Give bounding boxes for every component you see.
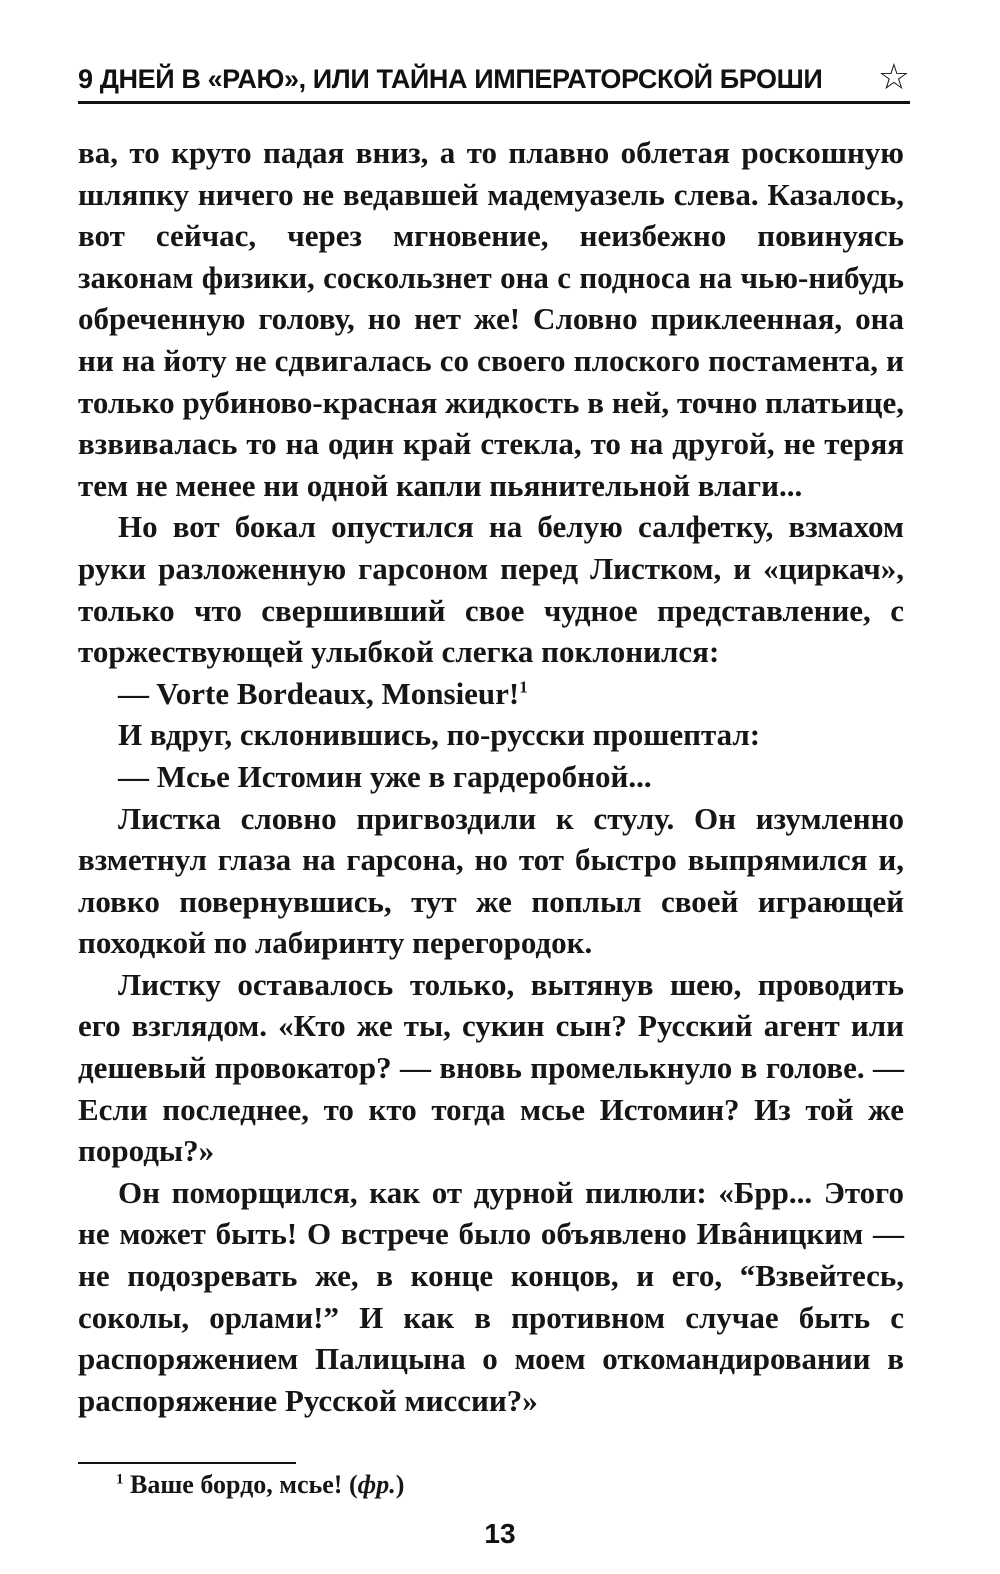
paragraph: Он поморщился, как от дурной пилюли: «Брр... Этого не может быть! О встрече было объявлено Ивâницким — не подозревать же, в конце концов, и его, “Взвейтесь, соколы, орлами!” И как в противном случае быть с распоряжением Палицына о моем откомандировании в распоряжение Русской миссии?»: [78, 1174, 904, 1418]
footnote-language: фр.: [357, 1470, 396, 1499]
paragraph: ва, то круто падая вниз, а то плавно облетая роскошную шляпку ничего не ведавшей мадемуазель слева. Казалось, вот сейчас, через мгновение, неизбежно повинуясь законам физики, соскользнет она с подноса на чью-нибудь обреченную голову, но нет же! Словно приклеенная, она ни на йоту не сдвигалась со своего плоского постамента, и только рубиново-красная жидкость в ней, точно платьице, взвивалась то на один край стекла, то на другой, не теряя тем не менее ни одной капли пьянительной влаги...: [78, 135, 904, 503]
dialogue-text: — Vorte Bordeaux, Monsieur!: [118, 675, 520, 711]
page-number: 13: [484, 1518, 516, 1549]
running-header: [78, 58, 910, 106]
footnote-text: Ваше бордо, мсье! (: [130, 1470, 358, 1499]
running-header-title: 9 ДНЕЙ В «РАЮ», ИЛИ ТАЙНА ИМПЕРАТОРСКОЙ БРОШИ: [78, 64, 823, 94]
star-icon: ☆: [877, 57, 910, 98]
footnote-close: ): [395, 1470, 405, 1499]
body-text: [78, 132, 904, 1421]
paragraph: Листку оставалось только, вытянув шею, проводить его взглядом. «Кто же ты, сукин сын? Русский агент или дешевый провокатор? — вновь промелькнуло в голове. — Если последнее, то кто тогда мсье Истомин? Из той же породы?»: [78, 966, 904, 1169]
footnote: [116, 1470, 404, 1500]
footnote-rule: [78, 1462, 296, 1464]
dialogue-line: [78, 673, 904, 715]
paragraph: И вдруг, склонившись, по-русски прошептал:: [118, 717, 761, 753]
paragraph: Но вот бокал опустился на белую салфетку, взмахом руки разложенную гарсоном перед Листком, и «циркач», только что свершивший свое чудное представление, с торжествующей улыбкой слегка поклонился:: [78, 509, 904, 670]
header-rule: [78, 101, 910, 104]
dialogue-line: — Мсье Истомин уже в гардеробной...: [118, 758, 652, 794]
paragraph: Листка словно пригвоздили к стулу. Он изумленно взметнул глаза на гарсона, но тот быстро выпрямился и, ловко повернувшись, тут же поплыл своей играющей походкой по лабиринту перегородок.: [78, 800, 904, 961]
footnote-marker: 1: [116, 1471, 124, 1488]
footnote-reference: 1: [519, 677, 528, 697]
